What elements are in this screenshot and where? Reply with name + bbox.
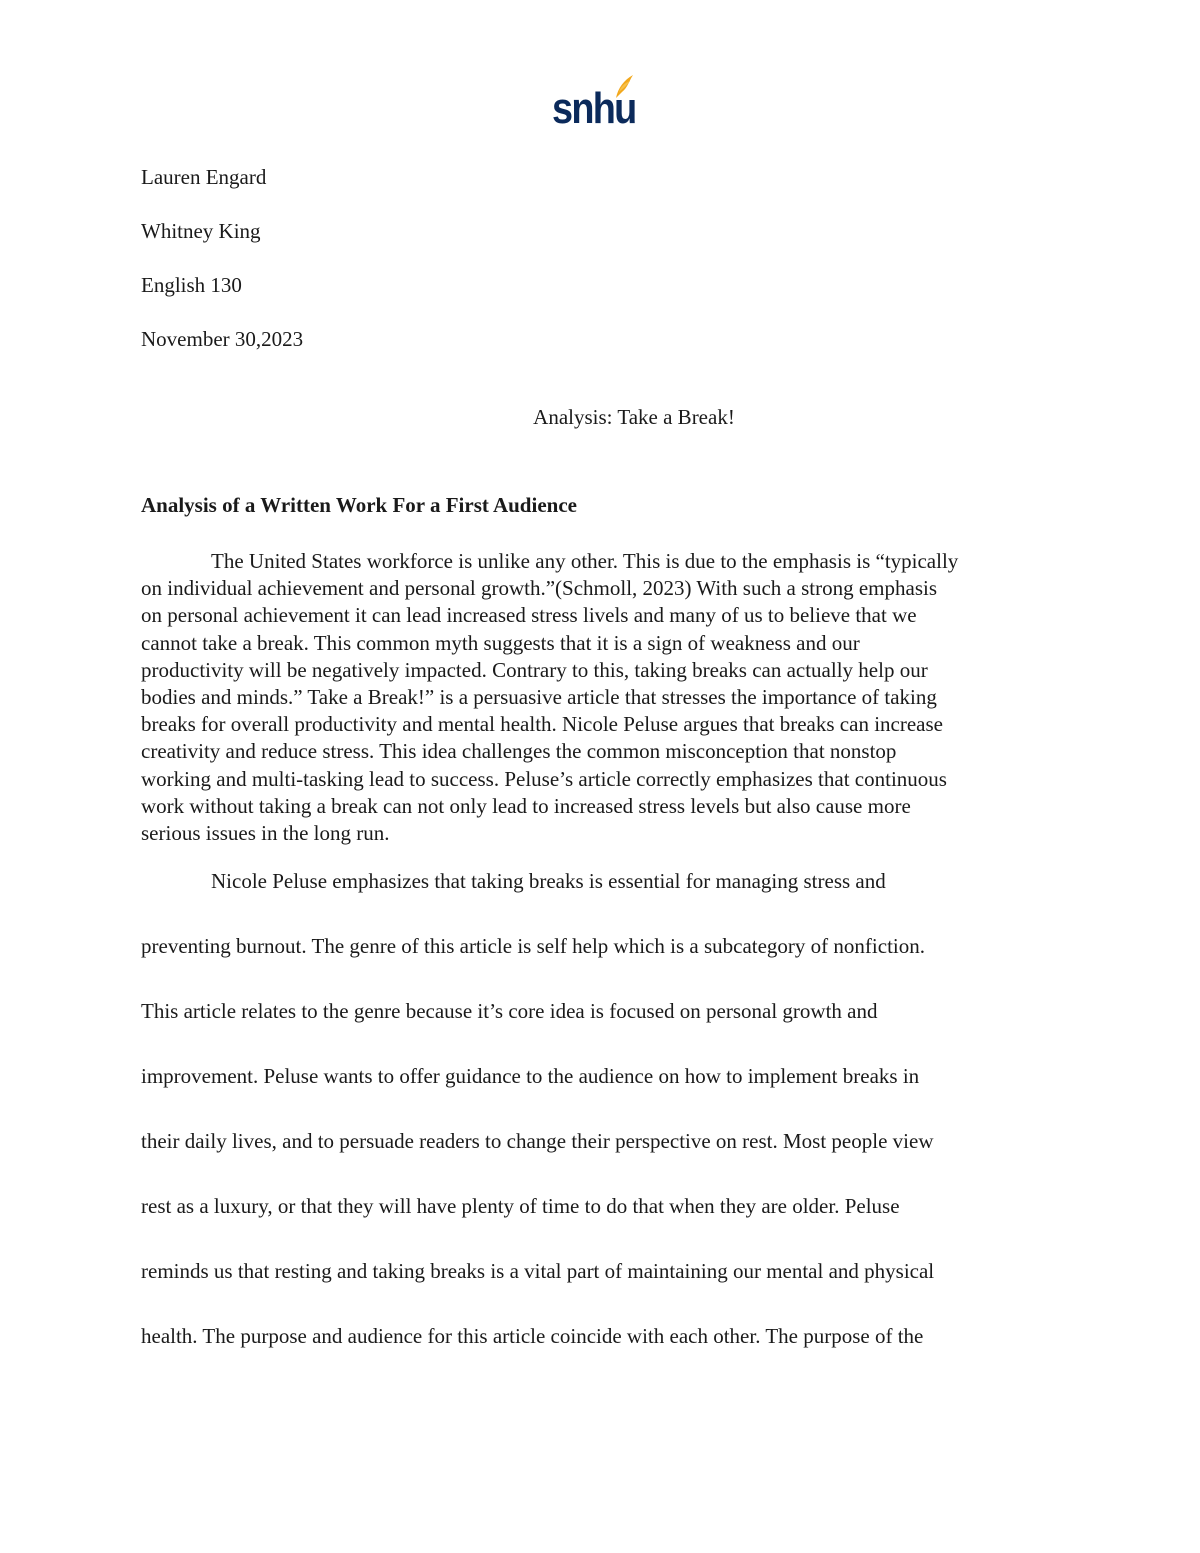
paragraph-line: This article relates to the genre because it’s core idea is focused on personal growth and [141,999,878,1023]
date: November 30,2023 [141,327,304,351]
document-title: Analysis: Take a Break! [533,405,735,429]
paragraph-line: bodies and minds.” Take a Break!” is a persuasive article that stresses the importance of taking [141,684,937,709]
paragraph-line: improvement. Peluse wants to offer guidance to the audience on how to implement breaks in [141,1064,920,1088]
paragraph-line: health. The purpose and audience for this article coincide with each other. The purpose of the [141,1324,924,1348]
student-name: Lauren Engard [141,165,267,189]
paragraph-line: their daily lives, and to persuade readers to change their perspective on rest. Most people view [141,1129,934,1153]
snhu-logo [552,74,642,136]
paragraph-2 [141,867,1061,1387]
paragraph-line: cannot take a break. This common myth suggests that it is a sign of weakness and our [141,630,860,655]
paragraph-line: rest as a luxury, or that they will have plenty of time to do that when they are older. Peluse [141,1194,900,1218]
logo-wordmark: snhu [552,84,636,133]
instructor-name: Whitney King [141,219,261,243]
section-heading: Analysis of a Written Work For a First Audience [141,493,577,517]
paragraph-line: reminds us that resting and taking breaks is a vital part of maintaining our mental and physical [141,1259,935,1283]
paragraph-line: working and multi-tasking lead to success. Peluse’s article correctly emphasizes that continuous [141,766,947,791]
paragraph-line: work without taking a break can not only lead to increased stress levels but also cause more [141,793,911,818]
paragraph-1 [141,548,1061,847]
paragraph-line: creativity and reduce stress. This idea challenges the common misconception that nonstop [141,739,897,764]
paragraph-line: breaks for overall productivity and mental health. Nicole Peluse argues that breaks can increase [141,712,943,737]
paragraph-line: preventing burnout. The genre of this article is self help which is a subcategory of nonfiction. [141,934,925,958]
paragraph-line: on individual achievement and personal growth.”(Schmoll, 2023) With such a strong emphasis [141,576,938,601]
paragraph-line: on personal achievement it can lead increased stress livels and many of us to believe that we [141,603,917,628]
paragraph-line: Nicole Peluse emphasizes that taking breaks is essential for managing stress and [211,869,886,893]
paragraph-line: productivity will be negatively impacted. Contrary to this, taking breaks can actually help our [141,657,928,682]
paragraph-line: serious issues in the long run. [141,820,390,845]
paragraph-line: The United States workforce is unlike any other. This is due to the emphasis is “typically [211,549,959,573]
course-name: English 130 [141,273,242,297]
